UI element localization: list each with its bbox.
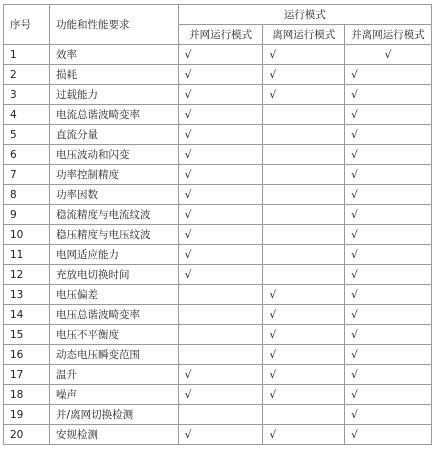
row-function-cell: 稳压精度与电压纹波 (50, 225, 179, 245)
row-function-cell: 过载能力 (50, 85, 179, 105)
row-number-cell: 9 (4, 205, 50, 225)
row-function-cell: 电网适应能力 (50, 245, 179, 265)
row-hybrid-mode-cell: √ (345, 185, 432, 205)
row-grid-mode-cell: √ (178, 145, 263, 165)
row-grid-mode-cell: √ (178, 265, 263, 285)
row-grid-mode-cell: √ (178, 105, 263, 125)
row-number-cell: 14 (4, 305, 50, 325)
table-row (4, 365, 432, 385)
row-function-cell: 稳流精度与电流纹波 (50, 205, 179, 225)
row-offgrid-mode-cell (263, 405, 345, 425)
row-hybrid-mode-cell: √ (345, 425, 432, 445)
requirements-table-container (3, 4, 432, 445)
row-grid-mode-cell: √ (178, 165, 263, 185)
row-number-cell: 15 (4, 325, 50, 345)
table-row (4, 345, 432, 365)
row-hybrid-mode-cell: √ (345, 365, 432, 385)
table-header (4, 5, 432, 45)
header-mode-grid: 并网运行模式 (178, 25, 263, 45)
row-offgrid-mode-cell (263, 205, 345, 225)
header-mode-hybrid: 并离网运行模式 (345, 25, 432, 45)
row-number-cell: 10 (4, 225, 50, 245)
row-function-cell: 电流总谐波畸变率 (50, 105, 179, 125)
row-function-cell: 电压不平衡度 (50, 325, 179, 345)
row-hybrid-mode-cell: √ (345, 265, 432, 285)
row-function-cell: 安规检测 (50, 425, 179, 445)
row-grid-mode-cell: √ (178, 45, 263, 65)
table-body (4, 45, 432, 445)
row-hybrid-mode-cell: √ (345, 65, 432, 85)
table-row (4, 425, 432, 445)
row-number-cell: 2 (4, 65, 50, 85)
row-hybrid-mode-cell: √ (345, 145, 432, 165)
table-row (4, 225, 432, 245)
row-function-cell: 功率控制精度 (50, 165, 179, 185)
row-offgrid-mode-cell: √ (263, 305, 345, 325)
header-number: 序号 (4, 5, 50, 45)
row-offgrid-mode-cell: √ (263, 365, 345, 385)
row-grid-mode-cell: √ (178, 185, 263, 205)
table-row (4, 285, 432, 305)
row-hybrid-mode-cell: √ (345, 285, 432, 305)
row-offgrid-mode-cell (263, 145, 345, 165)
row-function-cell: 功率因数 (50, 185, 179, 205)
table-row (4, 185, 432, 205)
row-number-cell: 16 (4, 345, 50, 365)
requirements-table (3, 4, 432, 445)
row-grid-mode-cell: √ (178, 225, 263, 245)
row-function-cell: 电压波动和闪变 (50, 145, 179, 165)
row-number-cell: 5 (4, 125, 50, 145)
row-grid-mode-cell (178, 305, 263, 325)
row-offgrid-mode-cell: √ (263, 425, 345, 445)
row-hybrid-mode-cell: √ (345, 45, 432, 65)
row-grid-mode-cell: √ (178, 125, 263, 145)
row-hybrid-mode-cell: √ (345, 325, 432, 345)
row-hybrid-mode-cell: √ (345, 405, 432, 425)
row-hybrid-mode-cell: √ (345, 205, 432, 225)
row-offgrid-mode-cell: √ (263, 385, 345, 405)
row-grid-mode-cell: √ (178, 245, 263, 265)
row-offgrid-mode-cell: √ (263, 65, 345, 85)
row-hybrid-mode-cell: √ (345, 305, 432, 325)
row-function-cell: 直流分量 (50, 125, 179, 145)
row-function-cell: 充放电切换时间 (50, 265, 179, 285)
row-hybrid-mode-cell: √ (345, 245, 432, 265)
row-hybrid-mode-cell: √ (345, 125, 432, 145)
table-row (4, 245, 432, 265)
row-function-cell: 效率 (50, 45, 179, 65)
row-number-cell: 1 (4, 45, 50, 65)
row-offgrid-mode-cell: √ (263, 345, 345, 365)
row-function-cell: 电压偏差 (50, 285, 179, 305)
row-grid-mode-cell (178, 325, 263, 345)
table-row (4, 385, 432, 405)
row-function-cell: 噪声 (50, 385, 179, 405)
table-row (4, 325, 432, 345)
table-row (4, 145, 432, 165)
table-row (4, 265, 432, 285)
row-offgrid-mode-cell (263, 185, 345, 205)
row-offgrid-mode-cell (263, 125, 345, 145)
row-hybrid-mode-cell: √ (345, 385, 432, 405)
row-function-cell: 温升 (50, 365, 179, 385)
row-number-cell: 6 (4, 145, 50, 165)
table-row (4, 125, 432, 145)
row-number-cell: 20 (4, 425, 50, 445)
row-number-cell: 8 (4, 185, 50, 205)
row-hybrid-mode-cell: √ (345, 105, 432, 125)
row-grid-mode-cell (178, 405, 263, 425)
row-grid-mode-cell: √ (178, 85, 263, 105)
row-function-cell: 并/离网切换检测 (50, 405, 179, 425)
row-number-cell: 12 (4, 265, 50, 285)
row-number-cell: 18 (4, 385, 50, 405)
table-row (4, 165, 432, 185)
header-function: 功能和性能要求 (50, 5, 179, 45)
header-mode-offgrid: 离网运行模式 (263, 25, 345, 45)
row-number-cell: 4 (4, 105, 50, 125)
row-offgrid-mode-cell: √ (263, 85, 345, 105)
row-offgrid-mode-cell: √ (263, 45, 345, 65)
table-row (4, 305, 432, 325)
row-grid-mode-cell: √ (178, 205, 263, 225)
row-offgrid-mode-cell (263, 225, 345, 245)
table-row (4, 85, 432, 105)
row-hybrid-mode-cell: √ (345, 85, 432, 105)
table-row (4, 105, 432, 125)
row-offgrid-mode-cell: √ (263, 325, 345, 345)
row-grid-mode-cell (178, 345, 263, 365)
row-hybrid-mode-cell: √ (345, 345, 432, 365)
table-row (4, 205, 432, 225)
row-grid-mode-cell: √ (178, 65, 263, 85)
row-number-cell: 3 (4, 85, 50, 105)
row-hybrid-mode-cell: √ (345, 225, 432, 245)
row-function-cell: 电压总谐波畸变率 (50, 305, 179, 325)
table-row (4, 45, 432, 65)
row-function-cell: 动态电压瞬变范围 (50, 345, 179, 365)
row-offgrid-mode-cell (263, 105, 345, 125)
table-row (4, 405, 432, 425)
row-grid-mode-cell: √ (178, 365, 263, 385)
row-offgrid-mode-cell (263, 165, 345, 185)
header-mode-group: 运行模式 (178, 5, 431, 25)
row-number-cell: 19 (4, 405, 50, 425)
row-number-cell: 17 (4, 365, 50, 385)
row-hybrid-mode-cell: √ (345, 165, 432, 185)
row-offgrid-mode-cell: √ (263, 285, 345, 305)
row-grid-mode-cell (178, 285, 263, 305)
row-offgrid-mode-cell (263, 245, 345, 265)
row-function-cell: 损耗 (50, 65, 179, 85)
row-grid-mode-cell: √ (178, 385, 263, 405)
row-number-cell: 13 (4, 285, 50, 305)
row-grid-mode-cell: √ (178, 425, 263, 445)
row-offgrid-mode-cell (263, 265, 345, 285)
row-number-cell: 7 (4, 165, 50, 185)
row-number-cell: 11 (4, 245, 50, 265)
table-row (4, 65, 432, 85)
